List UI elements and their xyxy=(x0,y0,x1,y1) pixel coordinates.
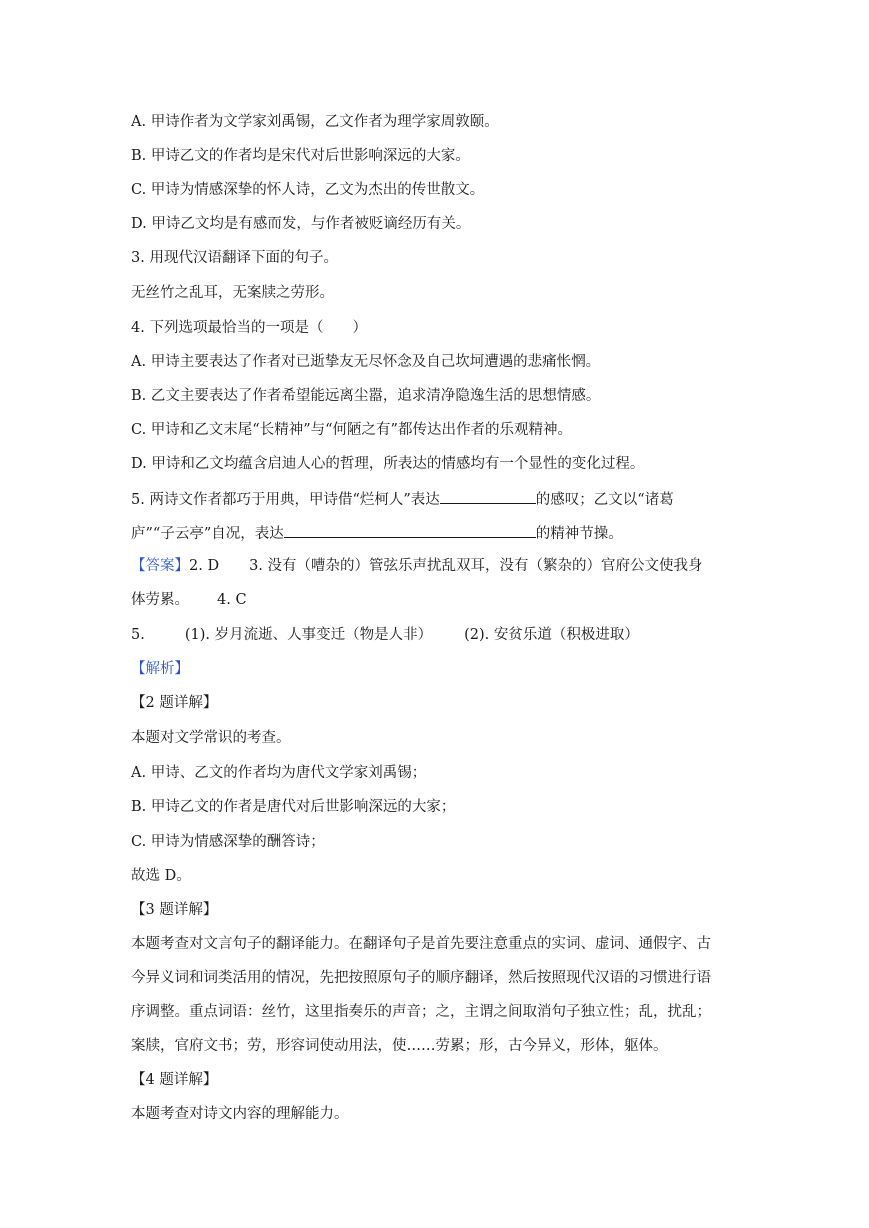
q2-option-a: A. 甲诗作者为文学家刘禹锡，乙文作者为理学家周敦颐。 xyxy=(131,114,499,130)
q2-analysis-line: C. 甲诗为情感深挚的酬答诗； xyxy=(131,834,325,850)
q5-blank-1 xyxy=(440,488,536,504)
q5-text-1a: 5. 两诗文作者都巧于用典，甲诗借“烂柯人”表达 xyxy=(131,492,440,508)
q5-text-1b: 的感叹；乙文以“诸葛 xyxy=(535,492,674,508)
q3-analysis-line: 本题考查对文言句子的翻译能力。在翻译句子是首先要注意重点的实词、虚词、通假字、古 xyxy=(131,936,711,952)
q3-analysis-line: 今异义词和词类活用的情况，先把按照原句子的顺序翻译，然后按照现代汉语的习惯进行语 xyxy=(131,970,711,986)
q3-sentence: 无丝竹之乱耳，无案牍之劳形。 xyxy=(131,285,334,301)
answer-q3-cont: 体劳累。 xyxy=(131,592,189,608)
q2-analysis-line: 本题对文学常识的考查。 xyxy=(131,730,291,746)
answer-line-1 xyxy=(131,556,771,576)
q3-analysis-line: 序调整。重点词语：丝竹，这里指奏乐的声音；之，主谓之间取消句子独立性；乱，扰乱； xyxy=(131,1004,711,1020)
q2-analysis-heading: 【2 题详解】 xyxy=(131,695,218,711)
q4-analysis-line: 本题考查对诗文内容的理解能力。 xyxy=(131,1106,349,1122)
analysis-label: 【解析】 xyxy=(131,661,189,677)
q3-analysis-line: 案牍，官府文书；劳，形容词使动用法，使……劳累；形，古今异义，形体，躯体。 xyxy=(131,1038,668,1054)
q3-stem: 3. 用现代汉语翻译下面的句子。 xyxy=(131,250,338,266)
answer-q2: 2. D xyxy=(189,558,220,574)
q3-analysis-heading: 【3 题详解】 xyxy=(131,902,218,918)
q4-stem: 4. 下列选项最恰当的一项是（ ） xyxy=(131,320,367,336)
answer-q5-part2: (2). 安贫乐道（积极进取） xyxy=(464,627,639,643)
answer-label: 【答案】 xyxy=(131,558,189,574)
q2-option-c: C. 甲诗为情感深挚的怀人诗，乙文为杰出的传世散文。 xyxy=(131,182,485,198)
q5-text-2b: 的精神节操。 xyxy=(535,526,623,542)
q4-option-b: B. 乙文主要表达了作者希望能远离尘嚣，追求清净隐逸生活的思想情感。 xyxy=(131,388,601,404)
answer-q5-num: 5. xyxy=(131,627,145,643)
q2-analysis-line: A. 甲诗、乙文的作者均为唐代文学家刘禹锡； xyxy=(131,765,427,781)
q4-option-d: D. 甲诗和乙文均蕴含启迪人心的哲理，所表达的情感均有一个显性的变化过程。 xyxy=(131,456,645,472)
q2-analysis-line: 故选 D。 xyxy=(131,868,191,884)
q5-line-1 xyxy=(131,488,771,510)
answer-q5-part1: (1). 岁月流逝、人事变迁（物是人非） xyxy=(184,627,433,643)
q2-option-d: D. 甲诗乙文均是有感而发，与作者被贬谪经历有关。 xyxy=(131,216,471,232)
q5-line-2 xyxy=(131,522,771,544)
q5-blank-2 xyxy=(284,522,536,538)
q5-text-2a: 庐”“子云亭”自况，表达 xyxy=(131,526,284,542)
q2-analysis-line: B. 甲诗乙文的作者是唐代对后世影响深远的大家； xyxy=(131,799,456,815)
q4-analysis-heading: 【4 题详解】 xyxy=(131,1072,218,1088)
answer-line-2 xyxy=(131,590,771,610)
answer-line-3 xyxy=(131,625,771,645)
answer-q3: 3. 没有（嘈杂的）管弦乐声扰乱双耳，没有（繁杂的）官府公文使我身 xyxy=(249,558,703,574)
q4-option-a: A. 甲诗主要表达了作者对已逝挚友无尽怀念及自己坎坷遭遇的悲痛怅惘。 xyxy=(131,354,601,370)
q4-option-c: C. 甲诗和乙文末尾“长精神”与“何陋之有”都传达出作者的乐观精神。 xyxy=(131,422,572,438)
answer-q4: 4. C xyxy=(217,592,247,608)
q2-option-b: B. 甲诗乙文的作者均是宋代对后世影响深远的大家。 xyxy=(131,148,470,164)
